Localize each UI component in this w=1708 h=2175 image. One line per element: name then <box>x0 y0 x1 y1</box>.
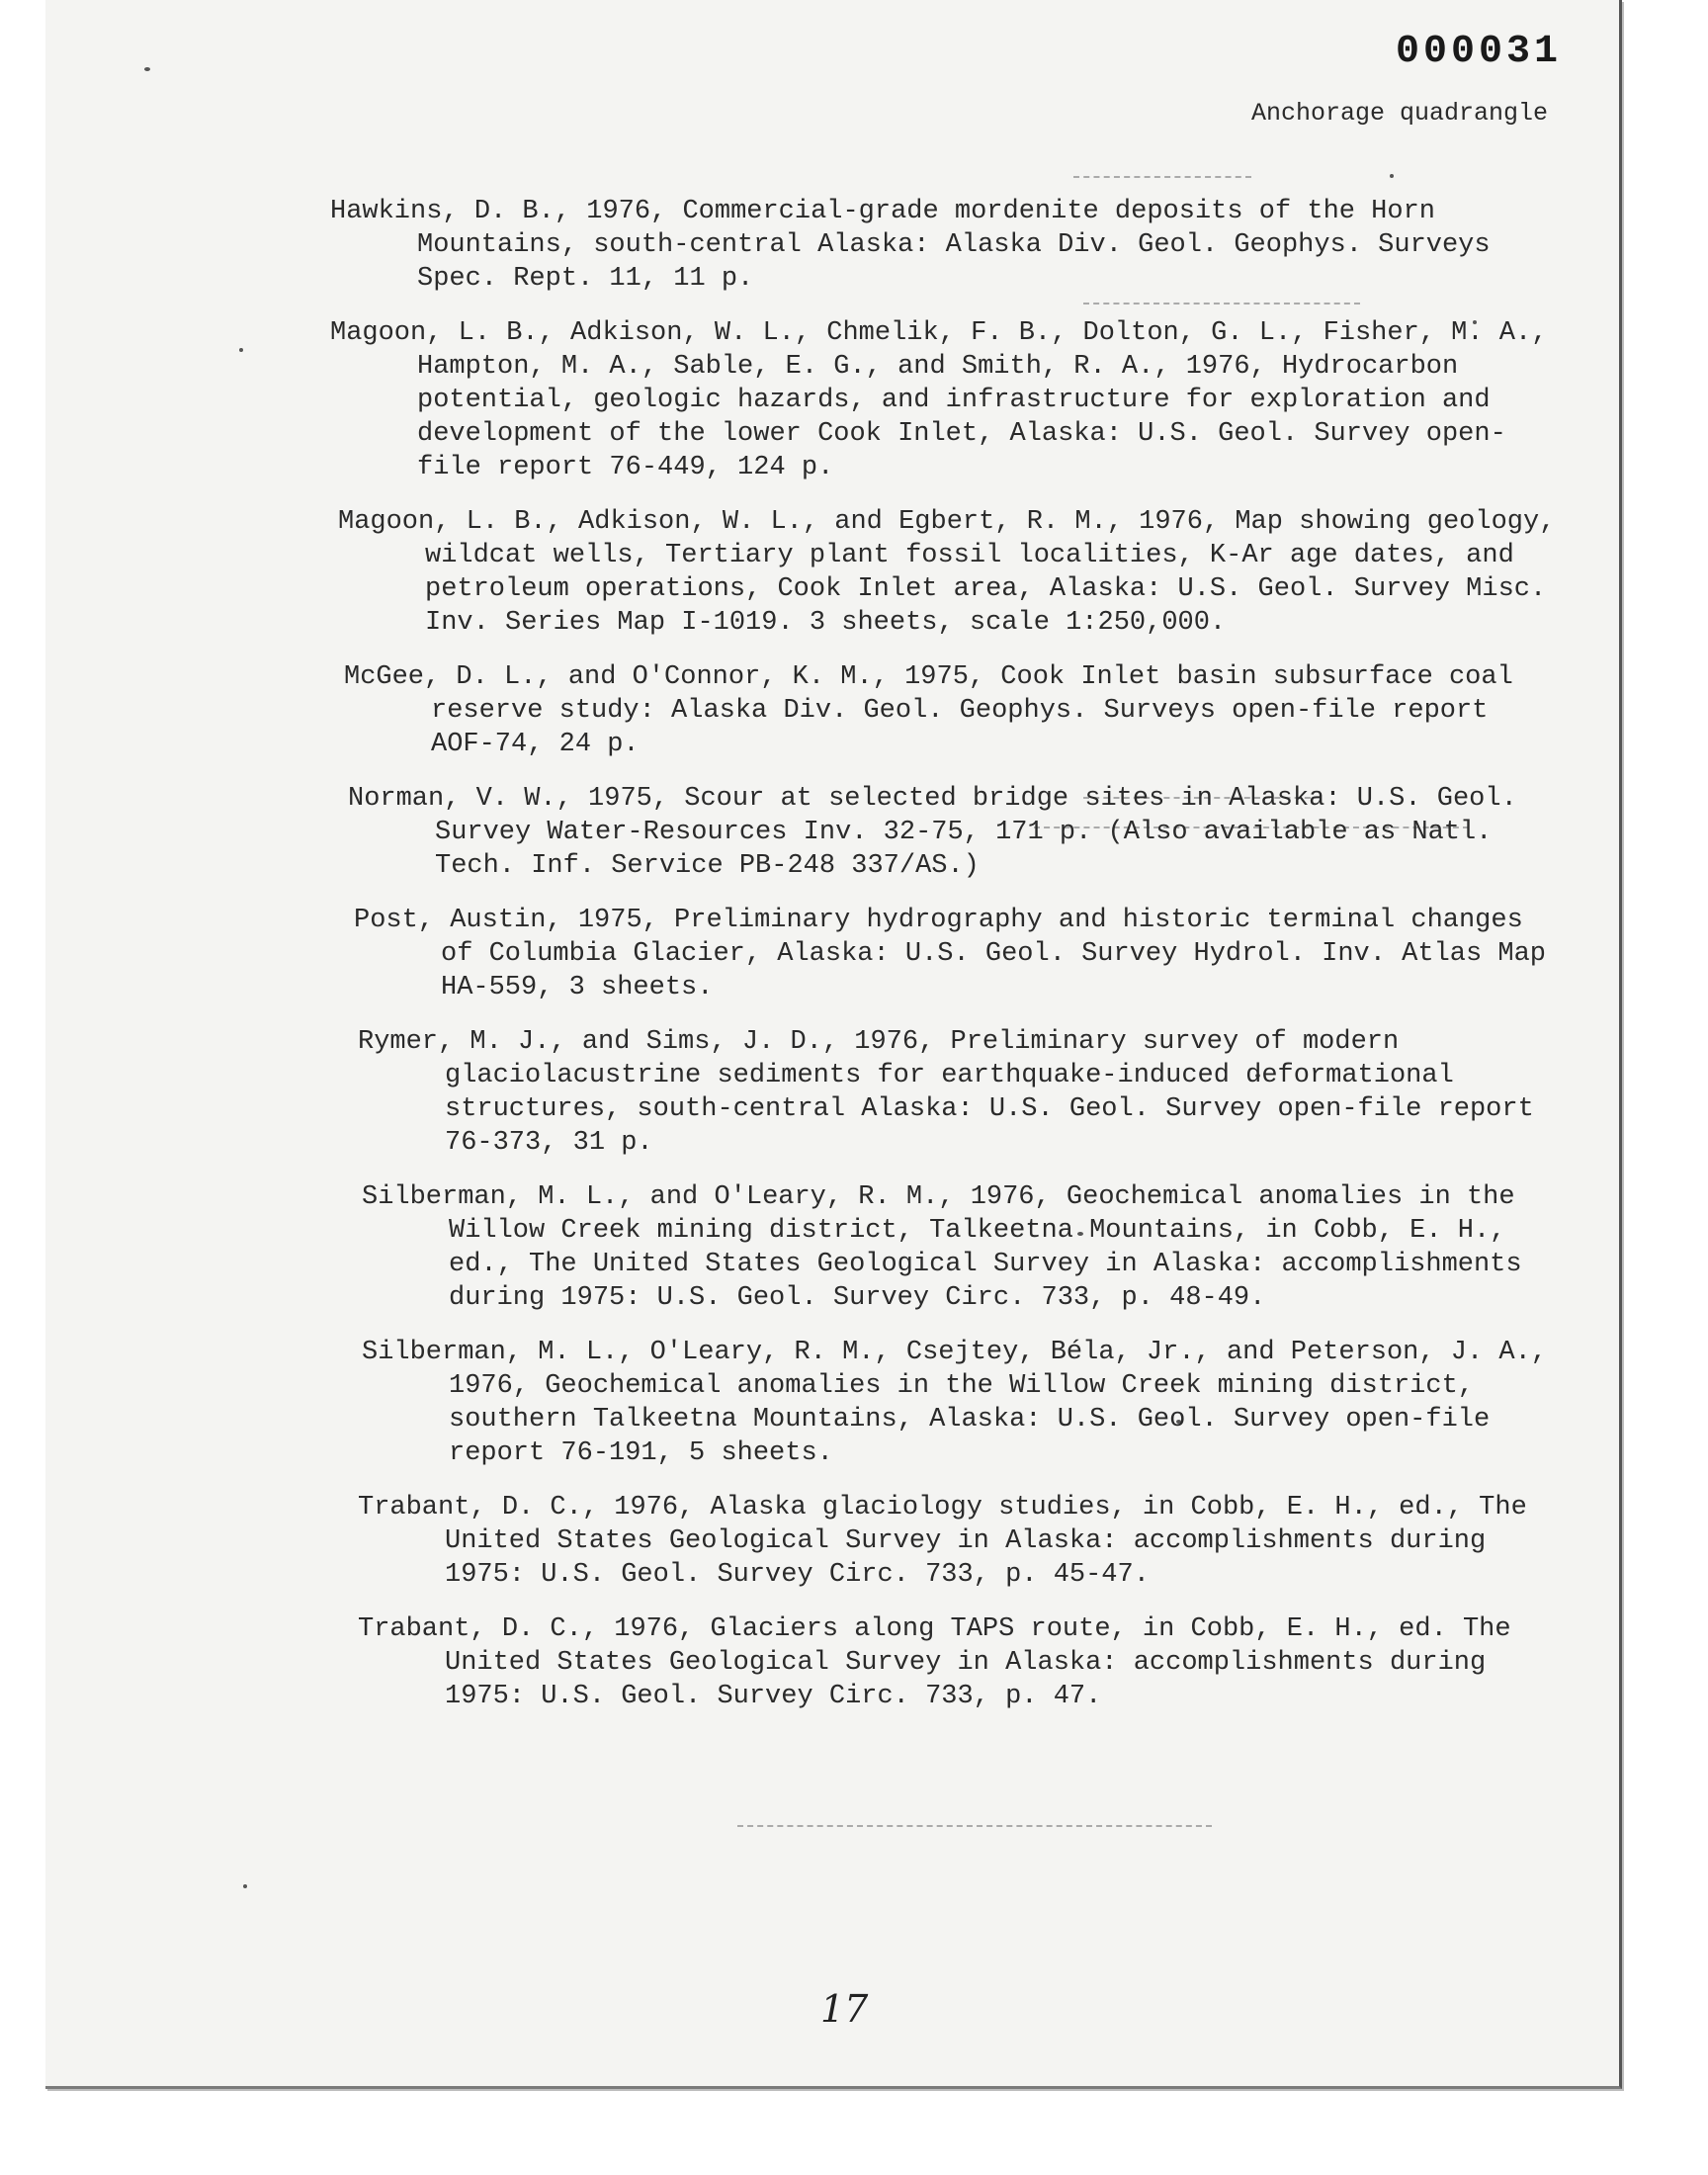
handwritten-page-number: 17 <box>820 1987 869 2031</box>
reference-entry: Magoon, L. B., Adkison, W. L., Chmelik, F. B., Dolton, G. L., Fisher, M. A., Hampton, M. A., Sable, E. G., and Smith, R. A., 1976, Hydrocarbon potential, geologic hazards, and infrastructure for exploration and development of the lower Cook Inlet, Alaska: U.S. Geol. Survey open-file report 76-449, 124 p. <box>330 318 1548 482</box>
scan-artifact-line <box>737 1825 1212 1827</box>
reference-entry: Hawkins, D. B., 1976, Commercial-grade mordenite deposits of the Horn Mountains, south-central Alaska: Alaska Div. Geol. Geophys. Surveys Spec. Rept. 11, 11 p. <box>330 197 1491 294</box>
reference-entry: Post, Austin, 1975, Preliminary hydrography and historic terminal changes of Columbia Glacier, Alaska: U.S. Geol. Survey Hydrol. Inv. Atlas Map HA-559, 3 sheets. <box>354 906 1546 1002</box>
reference-entry: McGee, D. L., and O'Connor, K. M., 1975, Cook Inlet basin subsurface coal reserve study: Alaska Div. Geol. Geophys. Surveys open-file report AOF-74, 24 p. <box>344 662 1513 759</box>
scan-speck <box>239 348 243 352</box>
reference-entry: Rymer, M. J., and Sims, J. D., 1976, Preliminary survey of modern glaciolacustrine sediments for earthquake-induced deformational structures, south-central Alaska: U.S. Geol. Survey open-file report 76-373, 31 p. <box>358 1027 1534 1158</box>
scan-speck <box>1390 174 1394 178</box>
scanned-page <box>45 0 1622 2089</box>
reference-entry: Trabant, D. C., 1976, Glaciers along TAPS route, in Cobb, E. H., ed. The United States Geological Survey in Alaska: accomplishments during 1975: U.S. Geol. Survey Circ. 733, p. 47. <box>358 1614 1511 1711</box>
scan-artifact-line <box>1073 176 1251 178</box>
reference-list <box>283 195 1568 1734</box>
document-id-number: 000031 <box>1395 30 1562 74</box>
quadrangle-heading: Anchorage quadrangle <box>1250 99 1548 128</box>
reference-entry: Silberman, M. L., and O'Leary, R. M., 1976, Geochemical anomalies in the Willow Creek mining district, Talkeetna Mountains, in Cobb, E. H., ed., The United States Geological Survey in Alaska: accomplishments during 1975: U.S. Geol. Survey Circ. 733, p. 48-49. <box>362 1182 1522 1313</box>
reference-entry: Trabant, D. C., 1976, Alaska glaciology studies, in Cobb, E. H., ed., The United States Geological Survey in Alaska: accomplishments during 1975: U.S. Geol. Survey Circ. 733, p. 45-47. <box>358 1493 1527 1590</box>
scan-speck <box>243 1884 247 1888</box>
reference-entry: Norman, V. W., 1975, Scour at selected bridge sites in Alaska: U.S. Geol. Survey Water-Resources Inv. 32-75, 171 p. (Also available as Natl. Tech. Inf. Service PB-248 337/AS.) <box>348 784 1517 881</box>
reference-entry: Magoon, L. B., Adkison, W. L., and Egbert, R. M., 1976, Map showing geology, wildcat wells, Tertiary plant fossil localities, K-Ar age dates, and petroleum operations, Cook Inlet area, Alaska: U.S. Geol. Survey Misc. Inv. Series Map I-1019. 3 sheets, scale 1:250,000. <box>338 507 1556 638</box>
reference-entry: Silberman, M. L., O'Leary, R. M., Csejtey, Béla, Jr., and Peterson, J. A., 1976, Geochemical anomalies in the Willow Creek mining district, southern Talkeetna Mountains, Alaska: U.S. Geol. Survey open-file report 76-191, 5 sheets. <box>362 1338 1547 1468</box>
scan-speck <box>144 67 150 71</box>
